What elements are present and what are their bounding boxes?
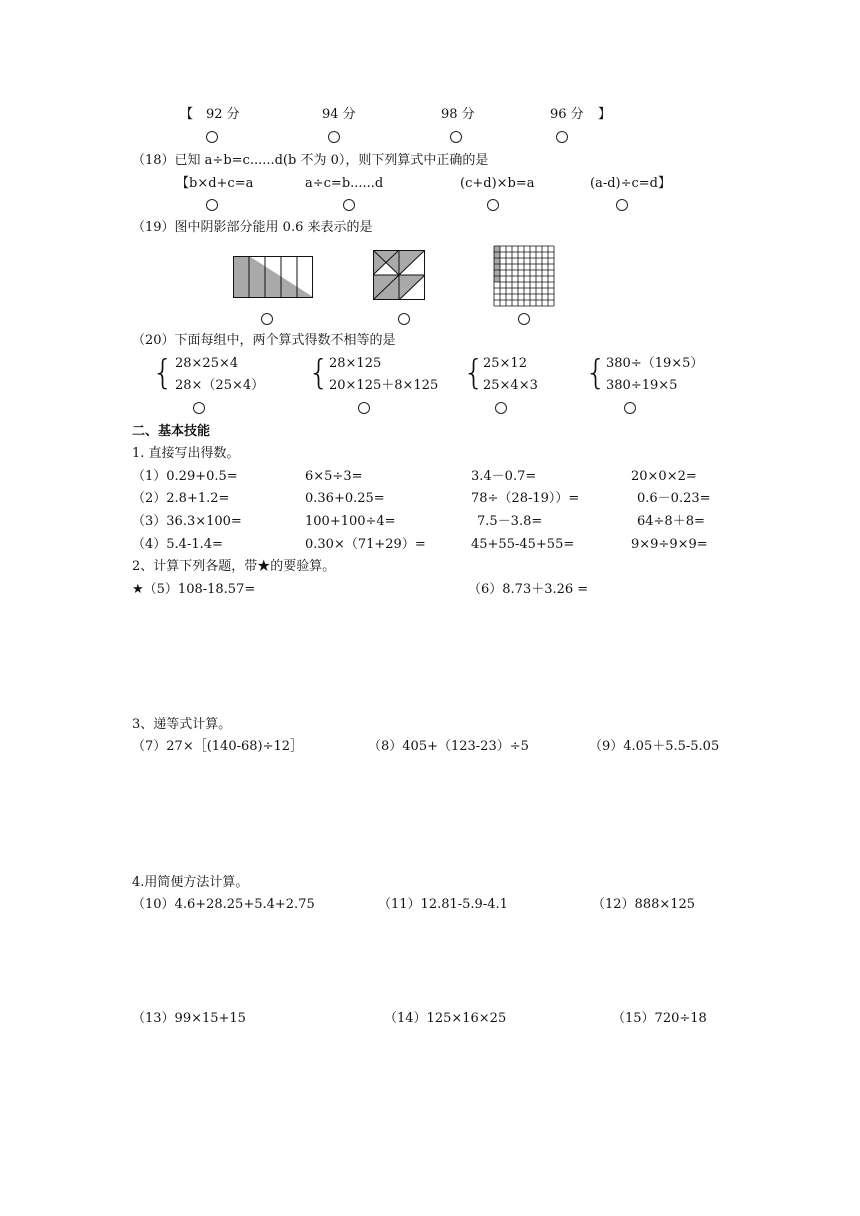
q20-answer-circle-b[interactable] [358, 402, 370, 414]
mental-row3-col1: （3）36.3×100= [132, 514, 242, 529]
mental-row2-col2: 0.36+0.25= [305, 491, 385, 506]
q20-group-b-line2: 20×125＋8×125 [329, 378, 439, 393]
q17-bracket-open: 【 [180, 107, 194, 122]
q20-group-c-line2: 25×4×3 [483, 378, 538, 393]
q19-answer-circle-a[interactable] [261, 313, 273, 325]
q17-option-c: 98 分 [441, 107, 475, 122]
part4-title: 4.用简便方法计算。 [132, 875, 249, 890]
part4-item-14: （14）125×16×25 [384, 1011, 507, 1026]
part1-title: 1. 直接写出得数。 [132, 446, 240, 461]
mental-row2-col3: 78÷（28-19））= [471, 491, 580, 506]
q18-option-d: (a-d)÷c=d】 [590, 176, 671, 191]
q20-group-a-line2: 28×（25×4） [175, 378, 265, 393]
mental-row1-col3: 3.4－0.7= [471, 469, 537, 484]
q17-answer-circle-a[interactable] [206, 131, 218, 143]
q19-figure-hundred-grid [493, 245, 555, 307]
q18-answer-circle-b[interactable] [343, 199, 355, 211]
q17-option-b: 94 分 [322, 107, 356, 122]
q17-answer-circle-c[interactable] [450, 131, 462, 143]
mental-row1-col4: 20×0×2= [631, 469, 697, 484]
mental-row3-col4: 64÷8＋8= [637, 514, 705, 529]
mental-row1-col2: 6×5÷3= [305, 469, 363, 484]
mental-row4-col4: 9×9÷9×9= [631, 537, 708, 552]
mental-row3-col3: 7.5－3.8= [477, 514, 543, 529]
q18-answer-circle-c[interactable] [487, 199, 499, 211]
q20-group-b-line1: 28×125 [329, 356, 382, 371]
q19-answer-circle-c[interactable] [518, 313, 530, 325]
part4-item-13: （13）99×15+15 [132, 1011, 246, 1026]
part4-item-11: （11）12.81-5.9-4.1 [378, 897, 508, 912]
q17-option-a: 92 分 [206, 107, 240, 122]
part4-item-15: （15）720÷18 [612, 1011, 707, 1026]
mental-row2-col4: 0.6－0.23= [637, 491, 711, 506]
q20-group-d-line2: 380÷19×5 [606, 378, 678, 393]
q18-option-c: (c+d)×b=a [460, 176, 535, 191]
q19-answer-circle-b[interactable] [398, 313, 410, 325]
q20-brace-c: { [463, 353, 485, 393]
q19-figure-triangles [373, 250, 425, 300]
mental-row3-col2: 100+100÷4= [305, 514, 396, 529]
q20-group-d-line1: 380÷（19×5） [606, 356, 704, 371]
q20-answer-circle-a[interactable] [193, 402, 205, 414]
q18-stem: （18）已知 a÷b=c......d(b 不为 0），则下列算式中正确的是 [132, 153, 489, 168]
mental-row4-col1: （4）5.4-1.4= [132, 537, 223, 552]
part3-item-7: （7）27×［(140-68)÷12］ [132, 739, 304, 754]
part4-item-12: （12）888×125 [592, 897, 696, 912]
mental-row2-col1: （2）2.8+1.2= [132, 491, 230, 506]
mental-row1-col1: （1）0.29+0.5= [132, 469, 238, 484]
section2-title: 二、基本技能 [132, 424, 211, 439]
q20-answer-circle-d[interactable] [624, 402, 636, 414]
mental-row4-col2: 0.30×（71+29）= [305, 537, 426, 552]
q19-figure-strips [233, 256, 313, 298]
part3-item-8: （8）405+（123-23）÷5 [368, 739, 529, 754]
part2-title: 2、计算下列各题，带★的要验算。 [132, 559, 336, 574]
q17-bracket-close: 】 [598, 107, 612, 122]
q20-answer-circle-c[interactable] [495, 402, 507, 414]
q20-brace-d: { [585, 353, 607, 393]
q18-answer-circle-a[interactable] [206, 199, 218, 211]
q20-group-c-line1: 25×12 [483, 356, 527, 371]
q20-stem: （20）下面每组中，两个算式得数不相等的是 [132, 333, 396, 348]
part3-item-9: （9）4.05＋5.5-5.05 [589, 739, 720, 754]
q18-answer-circle-d[interactable] [616, 199, 628, 211]
q20-brace-b: { [308, 353, 330, 393]
part2-item-6: （6）8.73＋3.26 = [468, 582, 589, 597]
part3-title: 3、递等式计算。 [132, 717, 232, 732]
q20-group-a-line1: 28×25×4 [175, 356, 239, 371]
part4-item-10: （10）4.6+28.25+5.4+2.75 [132, 897, 315, 912]
q17-answer-circle-b[interactable] [328, 131, 340, 143]
q18-option-a: 【b×d+c=a [176, 176, 254, 191]
q20-brace-a: { [152, 353, 174, 393]
part2-item-5: ★（5）108-18.57= [132, 582, 256, 597]
mental-row4-col3: 45+55-45+55= [471, 537, 575, 552]
q18-option-b: a÷c=b......d [305, 176, 384, 191]
q17-option-d: 96 分 [550, 107, 584, 122]
q19-stem: （19）图中阴影部分能用 0.6 来表示的是 [132, 220, 373, 235]
q17-answer-circle-d[interactable] [556, 131, 568, 143]
